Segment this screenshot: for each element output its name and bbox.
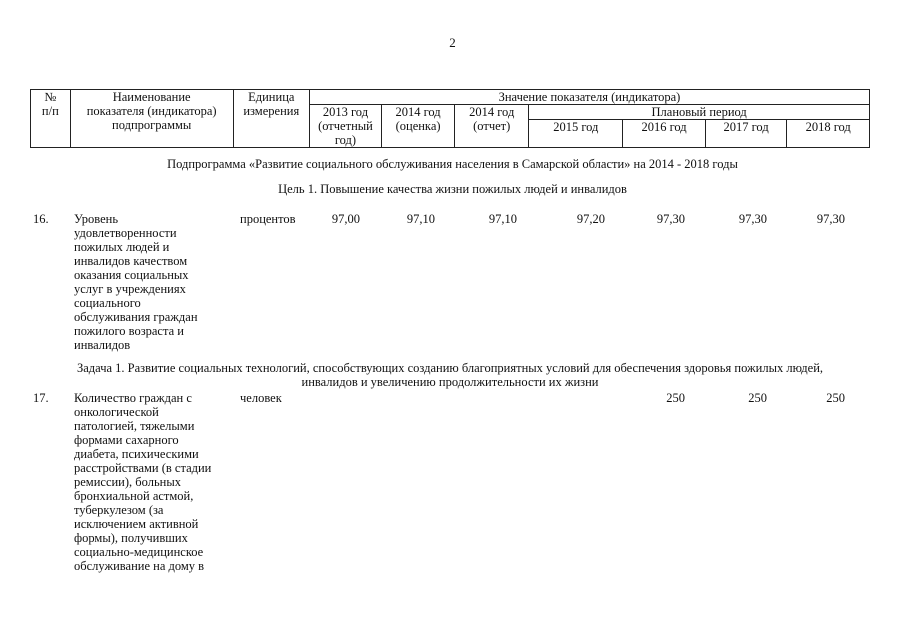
header-2015: 2015 год bbox=[529, 120, 623, 148]
task-title: Задача 1. Развитие социальных технологий, способствующих созданию благоприятных условий для обеспечения здоровья пожилых людей, инвалидов и увеличению продолжительности их жизни bbox=[76, 361, 824, 389]
value-2014-report: 97,10 bbox=[488, 212, 517, 226]
value-2016: 97,30 bbox=[656, 212, 685, 226]
value-2018: 97,30 bbox=[816, 212, 845, 226]
value-2014-estimate: 97,10 bbox=[406, 212, 435, 226]
value-2013: 97,00 bbox=[331, 212, 360, 226]
indicator-name: Количество граждан с онкологической патологией, тяжелыми формами сахарного диабета, психическими расстройствами (в стадии ремиссии), больных бронхиальной астмой, туберкулезом (за исключением активной формы), получивших социально-медицинское обслуживание на дому в bbox=[74, 391, 212, 573]
indicator-name: Уровень удовлетворенности пожилых людей и инвалидов качеством оказания социальных услуг в учреждениях социального обслуживания граждан пожилого возраста и инвалидов bbox=[74, 212, 198, 352]
header-2017: 2017 год bbox=[705, 120, 786, 148]
header-unit: Единица измерения bbox=[233, 90, 309, 148]
header-2013: 2013 год (отчетный год) bbox=[309, 105, 381, 148]
row-number: 17. bbox=[33, 391, 49, 405]
header-name: Наименование показателя (индикатора) подпрограммы bbox=[70, 90, 233, 148]
header-num: № п/п bbox=[31, 90, 71, 148]
value-2018: 250 bbox=[826, 391, 845, 405]
header-value: Значение показателя (индикатора) bbox=[309, 90, 869, 105]
header-2018: 2018 год bbox=[787, 120, 870, 148]
row-number: 16. bbox=[33, 212, 49, 226]
subprogram-title: Подпрограмма «Развитие социального обслуживания населения в Самарской области» на 2014 - 2018 годы bbox=[167, 157, 738, 171]
value-2017: 250 bbox=[748, 391, 767, 405]
header-planned-period: Плановый период bbox=[529, 105, 870, 120]
header-2014-report: 2014 год (отчет) bbox=[455, 105, 529, 148]
header-2014-estimate: 2014 год (оценка) bbox=[382, 105, 455, 148]
unit-cell: процентов bbox=[240, 212, 296, 226]
goal-title: Цель 1. Повышение качества жизни пожилых людей и инвалидов bbox=[278, 182, 627, 196]
value-2017: 97,30 bbox=[738, 212, 767, 226]
page-number: 2 bbox=[449, 35, 456, 50]
header-2016: 2016 год bbox=[623, 120, 706, 148]
indicator-table-header bbox=[30, 89, 870, 148]
value-2015: 97,20 bbox=[576, 212, 605, 226]
value-2016: 250 bbox=[666, 391, 685, 405]
unit-cell: человек bbox=[240, 391, 282, 405]
